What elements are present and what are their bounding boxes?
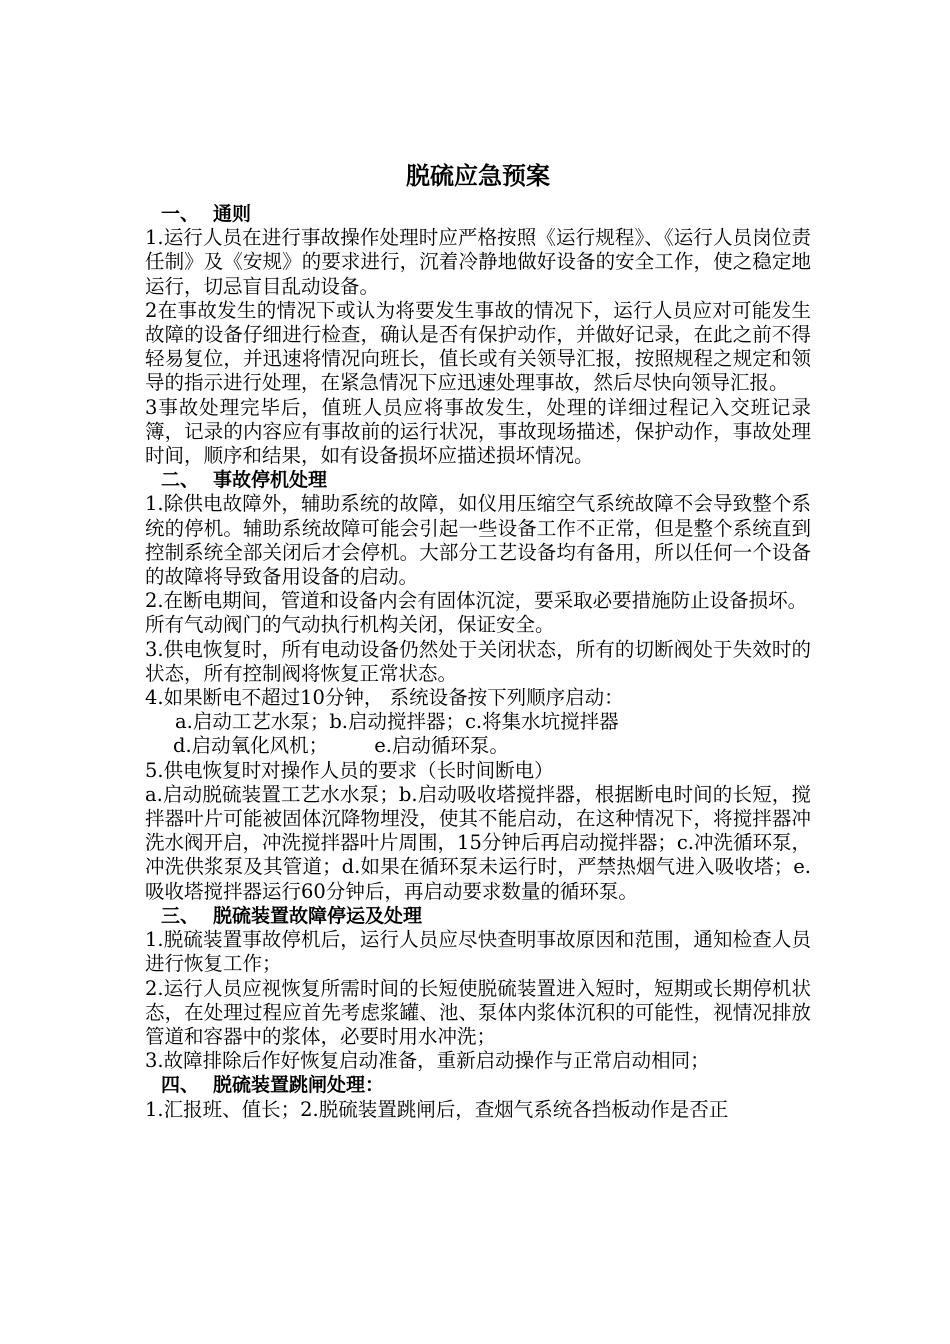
section-title: 脱硫装置跳闸处理： [213, 1074, 385, 1097]
paragraph: 5.供电恢复时对操作人员的要求（长时间断电） [145, 758, 554, 782]
section-heading-fault-shutdown [145, 904, 811, 928]
document-body [145, 150, 811, 1122]
startup-sequence-line: a.启动工艺水泵；b.启动搅拌器；c.将集水坑搅拌器 [175, 710, 619, 734]
paragraph: 1.脱硫装置事故停机后，运行人员应尽快查明事故原因和范围，通知检查人员进行恢复工作； [145, 928, 811, 976]
section-heading-trip-handling [145, 1073, 811, 1097]
paragraph: 4.如果断电不超过10分钟， 系统设备按下列顺序启动： [145, 686, 624, 710]
paragraph: 1.运行人员在进行事故操作处理时应严格按照《运行规程》、《运行人员岗位责任制》及《安规》的要求进行，沉着冷静地做好设备的安全工作，使之稳定地运行，切忌盲目乱动设备。 [145, 226, 811, 298]
section-title: 脱硫装置故障停运及处理 [213, 904, 423, 927]
section-number: 三、 [161, 904, 200, 927]
paragraph: 2.在断电期间，管道和设备内会有固体沉淀，要采取必要措施防止设备损坏。 [145, 589, 808, 613]
section-title: 通则 [213, 203, 252, 225]
paragraph: 1.除供电故障外，辅助系统的故障，如仪用压缩空气系统故障不会导致整个系统的停机。辅助系统故障可能会引起一些设备工作不正常，但是整个系统直到控制系统全部关闭后才会停机。大部分工艺设备均有备用，所以任何一个设备的故障将导致备用设备的启动。 [145, 492, 811, 589]
startup-step-fan: d.启动氧化风机； [173, 734, 329, 758]
paragraph: 所有气动阀门的气动执行机构关闭，保证安全。 [145, 613, 555, 637]
section-number: 一、 [161, 203, 200, 225]
section-number: 四、 [161, 1074, 200, 1097]
startup-step-pump: e.启动循环泵。 [374, 734, 509, 758]
paragraph: 3事故处理完毕后，值班人员应将事故发生，处理的详细过程记入交班记录簿，记录的内容应有事故前的运行状况，事故现场描述，保护动作，事故处理时间，顺序和结果，如有设备损坏应描述损坏情况。 [145, 395, 811, 468]
paragraph: 2在事故发生的情况下或认为将要发生事故的情况下，运行人员应对可能发生故障的设备仔细进行检查，确认是否有保护动作，并做好记录，在此之前不得轻易复位，并迅速将情况向班长，值长或有关领导汇报，按照规程之规定和领导的指示进行处理，在紧急情况下应迅速处理事故，然后尽快向领导汇报。 [145, 298, 811, 395]
page-title: 脱硫应急预案 [406, 162, 550, 190]
paragraph: 3.故障排除后作好恢复启动准备，重新启动操作与正常启动相同； [145, 1049, 710, 1073]
section-number: 二、 [161, 469, 200, 492]
paragraph: 1.汇报班、值长；2.脱硫装置跳闸后，查烟气系统各挡板动作是否正 [145, 1097, 729, 1121]
startup-sequence-line [145, 734, 811, 758]
section-heading-general [145, 202, 811, 226]
section-heading-emergency-shutdown [145, 468, 811, 492]
paragraph: 3.供电恢复时，所有电动设备仍然处于关闭状态，所有的切断阀处于失效时的状态，所有控制阀将恢复正常状态。 [145, 637, 811, 685]
paragraph: a.启动脱硫装置工艺水水泵；b.启动吸收塔搅拌器，根据断电时间的长短，搅拌器叶片可能被固体沉降物埋没，使其不能启动，在这种情况下，将搅拌器冲洗水阀开启，冲洗搅拌器叶片周围，15分钟后再启动搅拌器；c.冲洗循环泵，冲洗供浆泵及其管道；d.如果在循环泵未运行时，严禁热烟气进入吸收塔；e.吸收塔搅拌器运行60分钟后，再启动要求数量的循环泵。 [145, 782, 811, 903]
paragraph: 2.运行人员应视恢复所需时间的长短使脱硫装置进入短时，短期或长期停机状态，在处理过程应首先考虑浆罐、池、泵体内浆体沉积的可能性，视情况排放管道和容器中的浆体，必要时用水冲洗； [145, 976, 811, 1048]
section-title: 事故停机处理 [213, 469, 328, 492]
